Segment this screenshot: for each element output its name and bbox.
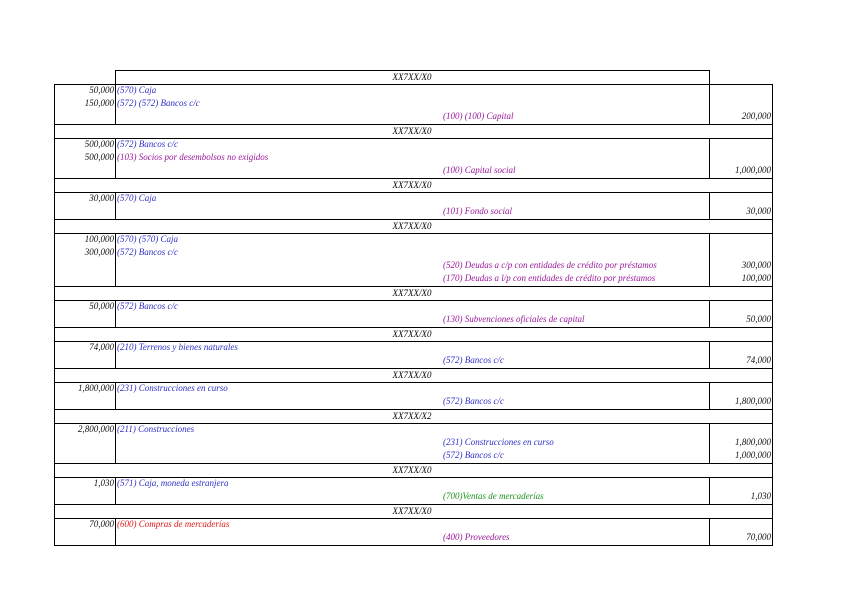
debit-amount: 50,000: [89, 85, 114, 95]
entry-right-border: [772, 300, 773, 328]
debit-account: (570) Caja: [117, 85, 157, 95]
entry-date: XX7XX/X0: [392, 370, 432, 380]
entry-debit-divider: [115, 138, 116, 179]
entry-date: XX7XX/X0: [392, 506, 432, 516]
debit-account: (571) Caja, moneda estranjera: [117, 478, 229, 488]
entry-right-border: [772, 138, 773, 179]
credit-account: (572) Bancos c/c: [443, 396, 504, 406]
debit-amount: 50,000: [89, 301, 114, 311]
credit-amount: 70,000: [746, 532, 771, 542]
debit-amount: 100,000: [84, 234, 114, 244]
entry-debit-divider: [115, 518, 116, 546]
date-left-border: [54, 368, 55, 382]
entry-debit-divider: [115, 300, 116, 328]
credit-account: (520) Deudas a c/p con entidades de crédito por préstamos: [443, 260, 657, 270]
entry-date-top-border: [54, 368, 773, 369]
entry-date-top-border: [54, 286, 773, 287]
date-right-border: [772, 368, 773, 382]
entry-date: XX7XX/X0: [392, 221, 432, 231]
entry-date: XX7XX/X0: [392, 180, 432, 190]
date-right-border: [772, 504, 773, 518]
entry-debit-divider: [115, 477, 116, 505]
debit-account: (572) (572) Bancos c/c: [117, 98, 200, 108]
debit-account: (231) Construcciones en curso: [117, 383, 228, 393]
credit-amount: 30,000: [746, 206, 771, 216]
credit-account: (231) Construcciones en curso: [443, 437, 554, 447]
date-left-border: [54, 409, 55, 423]
entry-debit-divider: [115, 84, 116, 125]
date-left-border: [54, 327, 55, 341]
entry-debit-divider: [115, 233, 116, 287]
credit-amount: 1,000,000: [735, 165, 771, 175]
entry-date-top-border: [54, 504, 773, 505]
entry-right-border: [772, 233, 773, 287]
date-right-border: [772, 178, 773, 192]
entry-date: XX7XX/X0: [392, 465, 432, 475]
credit-amount: 300,000: [741, 260, 771, 270]
entry-right-border: [772, 192, 773, 220]
credit-account: (100) Capital social: [443, 165, 516, 175]
debit-amount: 500,000: [84, 152, 114, 162]
date-right-border: [772, 286, 773, 300]
credit-account: (400) Proveedores: [443, 532, 510, 542]
debit-account: (570) Caja: [117, 193, 157, 203]
debit-account: (211) Construcciones: [117, 424, 195, 434]
debit-amount: 1,030: [93, 478, 114, 488]
entry-date-top-border: [54, 463, 773, 464]
date-right-border: [709, 70, 710, 84]
entry-debit-divider: [115, 192, 116, 220]
credit-account: (700)Ventas de mercaderías: [443, 491, 544, 501]
credit-amount: 1,000,000: [735, 450, 771, 460]
entry-debit-divider: [115, 341, 116, 369]
debit-amount: 2,800,000: [78, 424, 114, 434]
entry-date: XX7XX/X0: [392, 329, 432, 339]
debit-account: (572) Bancos c/c: [117, 139, 178, 149]
credit-amount: 100,000: [741, 273, 771, 283]
date-left-border: [54, 286, 55, 300]
entry-right-border: [772, 382, 773, 410]
date-right-border: [772, 327, 773, 341]
debit-amount: 74,000: [89, 342, 114, 352]
debit-account: (600) Compras de mercaderías: [117, 519, 230, 529]
credit-account: (572) Bancos c/c: [443, 355, 504, 365]
entry-date-bottom-border: [54, 84, 773, 85]
debit-amount: 70,000: [89, 519, 114, 529]
date-left-border: [54, 463, 55, 477]
entry-debit-divider: [115, 423, 116, 464]
credit-amount: 1,800,000: [735, 396, 771, 406]
debit-amount: 30,000: [89, 193, 114, 203]
entry-right-border: [772, 518, 773, 546]
date-right-border: [772, 124, 773, 138]
date-right-border: [772, 409, 773, 423]
credit-amount: 200,000: [741, 111, 771, 121]
date-left-border: [115, 70, 116, 84]
debit-account: (570) (570) Caja: [117, 234, 178, 244]
credit-amount: 1,030: [750, 491, 771, 501]
entry-date-top-border: [115, 70, 710, 71]
entry-right-border: [772, 84, 773, 125]
debit-amount: 150,000: [84, 98, 114, 108]
entry-bottom-border: [54, 545, 773, 546]
credit-account: (170) Deudas a l/p con entidades de crédito por préstamos: [443, 273, 656, 283]
entry-date: XX7XX/X0: [392, 126, 432, 136]
entry-date-top-border: [54, 178, 773, 179]
debit-account: (572) Bancos c/c: [117, 247, 178, 257]
debit-account: (103) Socios por desembolsos no exigidos: [117, 152, 269, 162]
debit-account: (572) Bancos c/c: [117, 301, 178, 311]
date-left-border: [54, 219, 55, 233]
entry-date-top-border: [54, 124, 773, 125]
debit-amount: 1,800,000: [78, 383, 114, 393]
date-left-border: [54, 178, 55, 192]
entry-date: XX7XX/X0: [392, 288, 432, 298]
debit-account: (210) Terrenos y bienes naturales: [117, 342, 238, 352]
entry-right-border: [772, 341, 773, 369]
entry-date: XX7XX/X2: [392, 411, 432, 421]
entry-debit-divider: [115, 382, 116, 410]
date-left-border: [54, 124, 55, 138]
entry-date-bottom-border: [54, 192, 773, 193]
credit-account: (572) Bancos c/c: [443, 450, 504, 460]
date-right-border: [772, 219, 773, 233]
credit-account: (100) (100) Capital: [443, 111, 514, 121]
entry-right-border: [772, 477, 773, 505]
entry-date-top-border: [54, 409, 773, 410]
entry-date-top-border: [54, 219, 773, 220]
credit-amount: 50,000: [746, 314, 771, 324]
debit-amount: 500,000: [84, 139, 114, 149]
date-left-border: [54, 504, 55, 518]
entry-right-border: [772, 423, 773, 464]
credit-account: (101) Fondo social: [443, 206, 512, 216]
entry-date-top-border: [54, 327, 773, 328]
entry-date: XX7XX/X0: [392, 72, 432, 82]
debit-amount: 300,000: [84, 247, 114, 257]
date-right-border: [772, 463, 773, 477]
credit-amount: 74,000: [746, 355, 771, 365]
credit-account: (130) Subvenciones oficiales de capital: [443, 314, 585, 324]
credit-amount: 1,800,000: [735, 437, 771, 447]
